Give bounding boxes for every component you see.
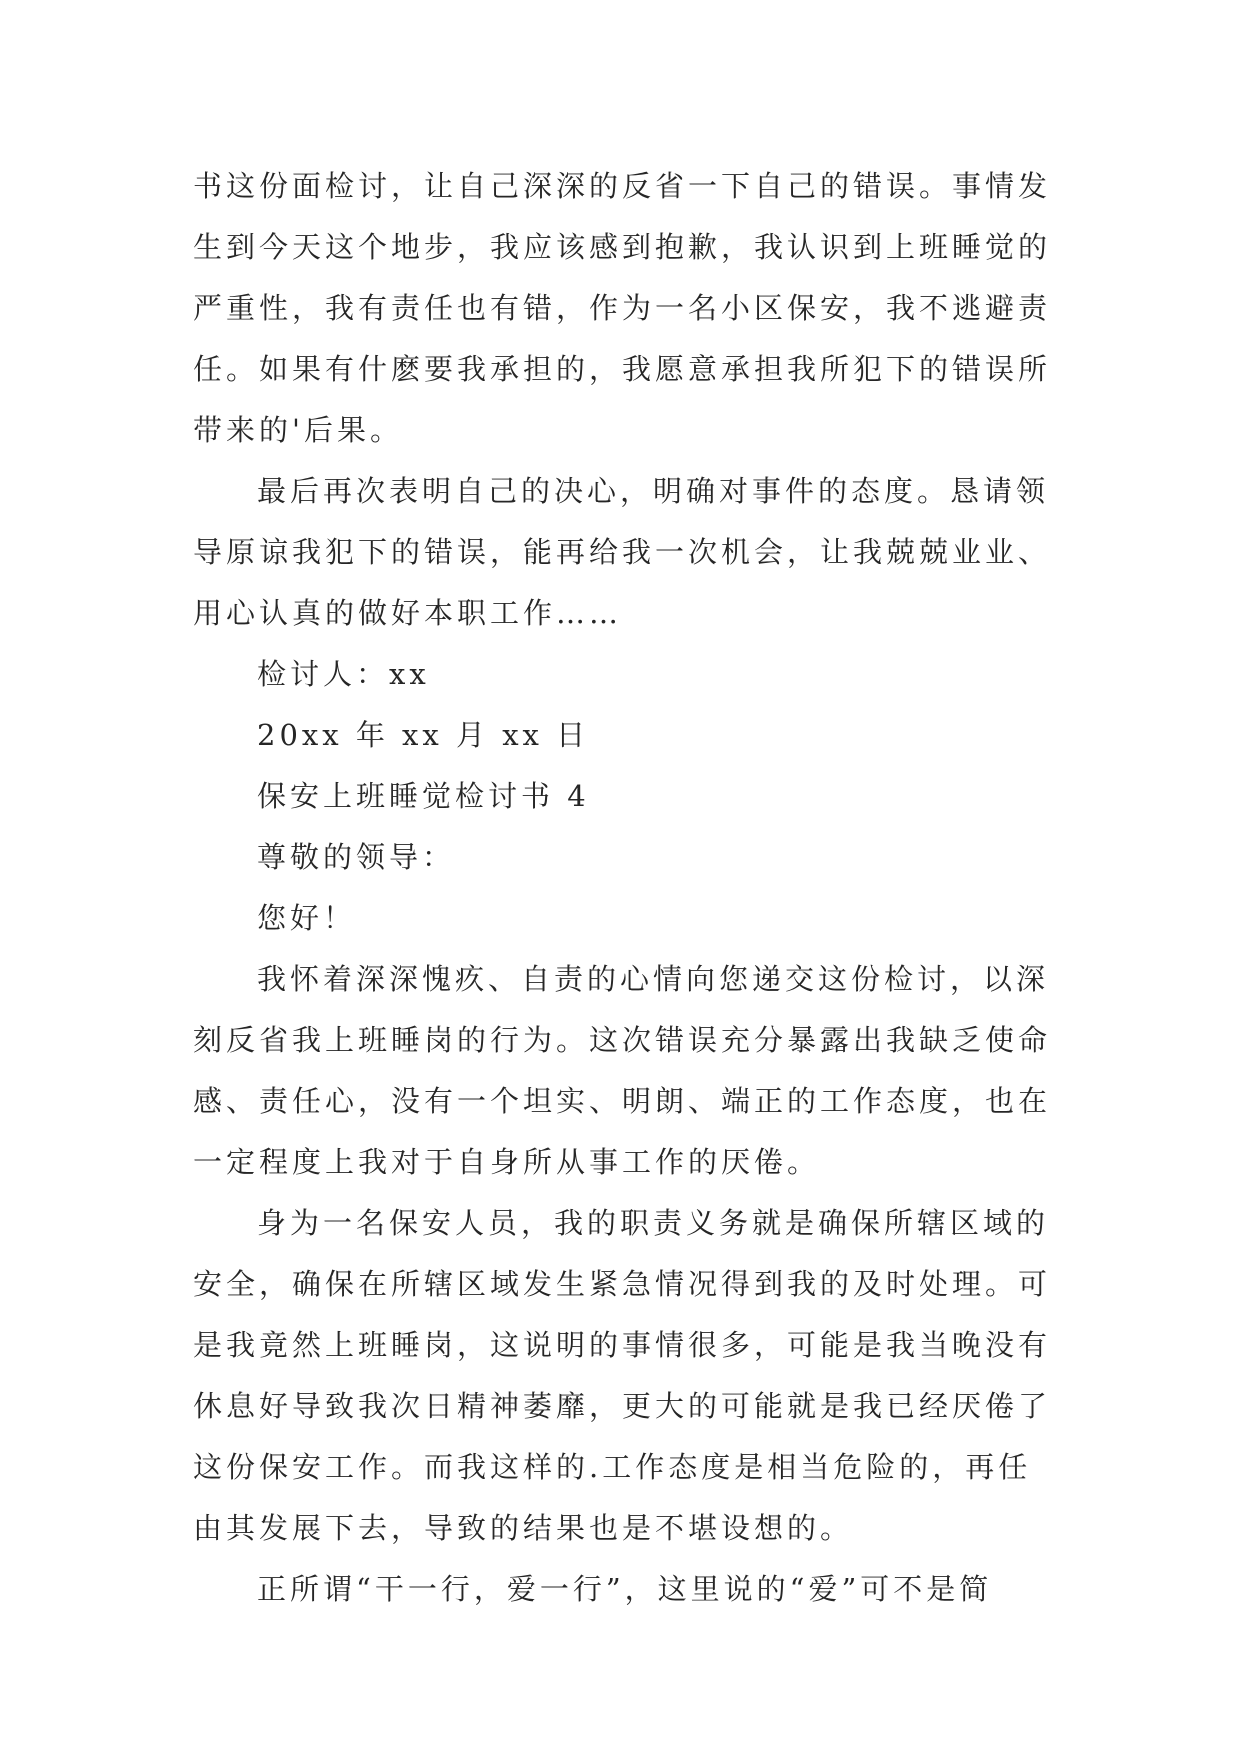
text-line: 导原谅我犯下的错误，能再给我一次机会，让我兢兢业业、: [193, 535, 1052, 569]
text-line: 任。如果有什麽要我承担的，我愿意承担我所犯下的错误所: [193, 352, 1052, 386]
section-title: 保安上班睡觉检讨书 4: [257, 779, 590, 813]
text-line: 书这份面检讨，让自己深深的反省一下自己的错误。事情发: [193, 169, 1052, 203]
text-line: 生到今天这个地步，我应该感到抱歉，我认识到上班睡觉的: [193, 230, 1052, 264]
text-line: 一定程度上我对于自身所从事工作的厌倦。: [193, 1145, 821, 1179]
salutation: 尊敬的领导：: [257, 840, 456, 874]
text-line: 我怀着深深愧疚、自责的心情向您递交这份检讨，以深: [257, 962, 1050, 996]
date-line: 20xx 年 xx 月 xx 日: [257, 718, 590, 752]
text-line: 正所谓“干一行，爱一行”，这里说的“爱”可不是简: [257, 1572, 993, 1606]
text-line: 这份保安工作。而我这样的.工作态度是相当危险的，再任: [193, 1450, 1032, 1484]
text-line: 身为一名保安人员，我的职责义务就是确保所辖区域的: [257, 1206, 1050, 1240]
text-line: 是我竟然上班睡岗，这说明的事情很多，可能是我当晚没有: [193, 1328, 1052, 1362]
text-line: 带来的'后果。: [193, 413, 403, 447]
text-line: 刻反省我上班睡岗的行为。这次错误充分暴露出我缺乏使命: [193, 1023, 1052, 1057]
text-line: 感、责任心，没有一个坦实、明朗、端正的工作态度，也在: [193, 1084, 1052, 1118]
text-line: 用心认真的做好本职工作……: [193, 596, 623, 630]
signer-line: 检讨人：xx: [257, 657, 430, 691]
text-line: 最后再次表明自己的决心，明确对事件的态度。恳请领: [257, 474, 1050, 508]
text-line: 安全，确保在所辖区域发生紧急情况得到我的及时处理。可: [193, 1267, 1052, 1301]
greeting: 您好！: [257, 901, 357, 935]
text-line: 严重性，我有责任也有错，作为一名小区保安，我不逃避责: [193, 291, 1052, 325]
text-line: 由其发展下去，导致的结果也是不堪设想的。: [193, 1511, 854, 1545]
document-body: [193, 156, 1058, 1620]
text-line: 休息好导致我次日精神萎靡，更大的可能就是我已经厌倦了: [193, 1389, 1052, 1423]
